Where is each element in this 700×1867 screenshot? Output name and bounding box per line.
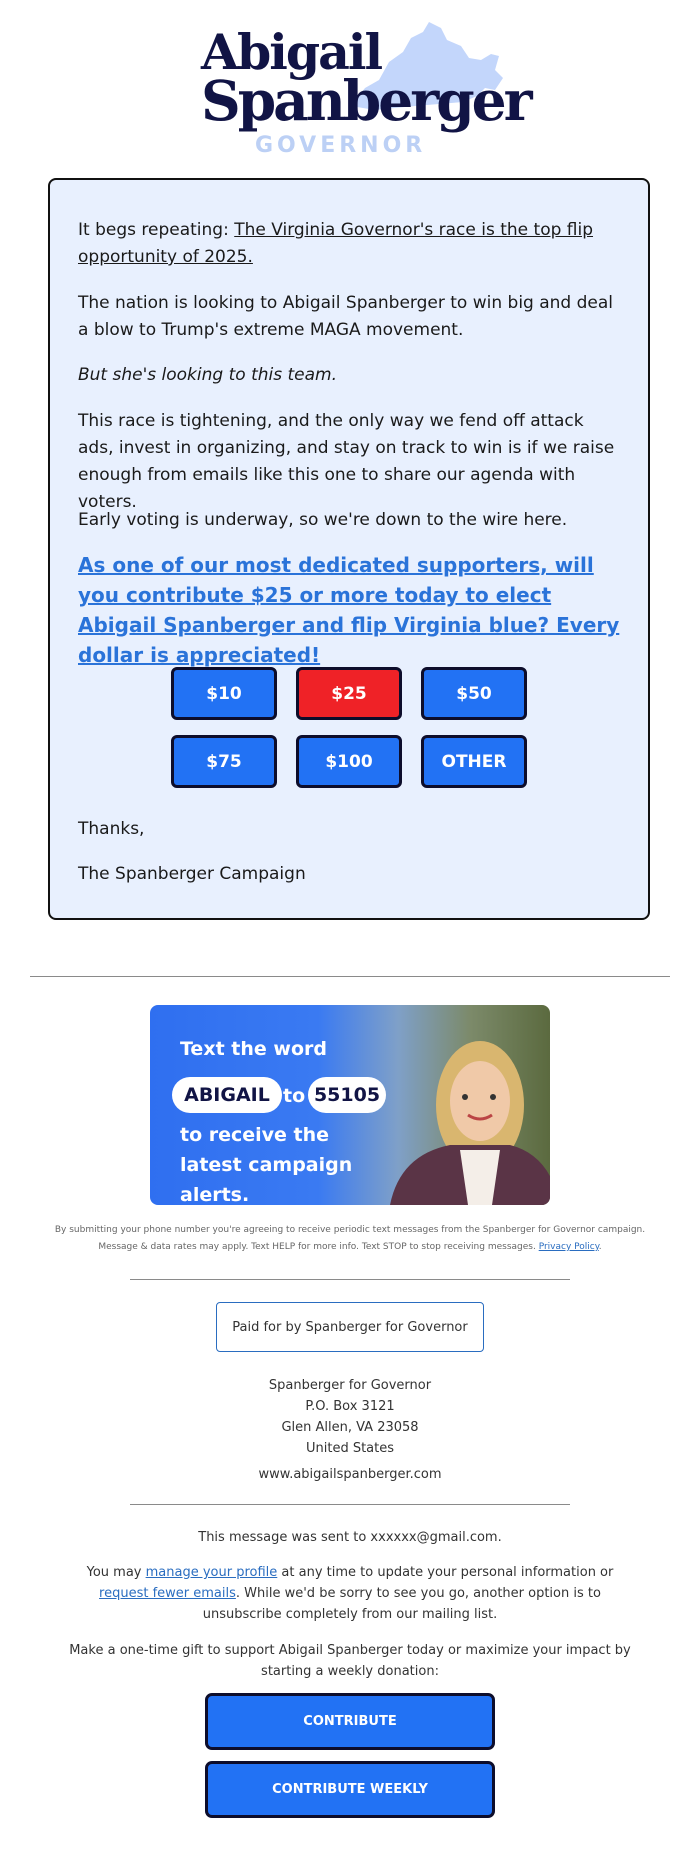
request-fewer-emails-link[interactable]: request fewer emails	[99, 1586, 236, 1601]
signoff: Thanks,	[78, 819, 145, 839]
amount-button-other[interactable]: OTHER	[421, 735, 527, 788]
paragraph-tightening: This race is tightening, and the only way we fend off attack ads, invest in organizing, and stay on track to win is if we raise enough from emails like this one to share our agenda with voters.	[78, 411, 615, 512]
amount-button-25[interactable]: $25	[296, 667, 402, 720]
address-line-1: Spanberger for Governor	[268, 1378, 432, 1393]
amount-button-75[interactable]: $75	[171, 735, 277, 788]
address-line-3: Glen Allen, VA 23058	[281, 1420, 419, 1435]
sent-to-text: This message was sent to xxxxxx@gmail.com.	[198, 1530, 502, 1545]
paragraph-early-voting: Early voting is underway, so we're down to the wire here.	[78, 510, 568, 530]
manage-preferences-text: You may manage your profile at any time to update your personal information or request fewer emails. While we'd be sorry to see you go, another option is to unsubscribe completely from our mailing list.	[86, 1565, 614, 1622]
mailing-address	[60, 1375, 640, 1459]
amount-button-100[interactable]: $100	[296, 735, 402, 788]
sms-line2: to receive the latest campaign alerts.	[180, 1124, 353, 1205]
paid-for-box: Paid for by Spanberger for Governor	[216, 1302, 484, 1352]
logo-last-name: Spanberger	[201, 68, 530, 133]
message-card	[48, 178, 650, 920]
paragraph-intro	[78, 217, 623, 271]
divider	[30, 976, 670, 977]
gift-text: Make a one-time gift to support Abigail Spanberger today or maximize your impact by starting a weekly donation:	[69, 1643, 631, 1679]
footer-divider-2	[130, 1504, 570, 1505]
address-line-4: United States	[305, 1441, 395, 1456]
sms-to: to	[283, 1085, 306, 1107]
contribute-weekly-button[interactable]: CONTRIBUTE WEEKLY	[205, 1761, 495, 1818]
sms-disclaimer: By submitting your phone number you're agreeing to receive periodic text messages from the Spanberger for Governor campaign. Message & data rates may apply. Text HELP for more info. Text STOP to stop receiving messages. Privacy Policy.	[54, 1225, 646, 1252]
manage-profile-link[interactable]: manage your profile	[145, 1565, 278, 1580]
logo-first-name: Abigail	[201, 23, 382, 81]
sms-keyword: ABIGAIL	[172, 1077, 282, 1113]
intro-text: It begs repeating:	[78, 220, 235, 240]
contribute-button[interactable]: CONTRIBUTE	[205, 1693, 495, 1750]
amount-button-10[interactable]: $10	[171, 667, 277, 720]
campaign-logo	[195, 14, 530, 158]
privacy-policy-link[interactable]: Privacy Policy	[538, 1242, 599, 1252]
sms-signup-banner[interactable]	[150, 1005, 550, 1205]
logo-office: GOVERNOR	[255, 133, 427, 158]
sms-line1: Text the word	[180, 1038, 327, 1060]
website-link[interactable]: www.abigailspanberger.com	[258, 1467, 442, 1482]
paragraph-team: But she's looking to this team.	[78, 365, 337, 385]
sms-shortcode: 55105	[308, 1077, 386, 1113]
footer-divider-1	[130, 1279, 570, 1280]
address-line-2: P.O. Box 3121	[305, 1399, 395, 1414]
paragraph-nation: The nation is looking to Abigail Spanberger to win big and deal a blow to Trump's extreme MAGA movement.	[78, 293, 614, 340]
flip-opportunity-link[interactable]: The Virginia Governor's race is the top flip opportunity of 2025.	[78, 220, 594, 267]
signature: The Spanberger Campaign	[78, 864, 306, 884]
amount-button-50[interactable]: $50	[421, 667, 527, 720]
donation-ask-link[interactable]: As one of our most dedicated supporters, will you contribute $25 or more today to elect Abigail Spanberger and flip Virginia blue? Every dollar is appreciated!	[78, 553, 620, 667]
